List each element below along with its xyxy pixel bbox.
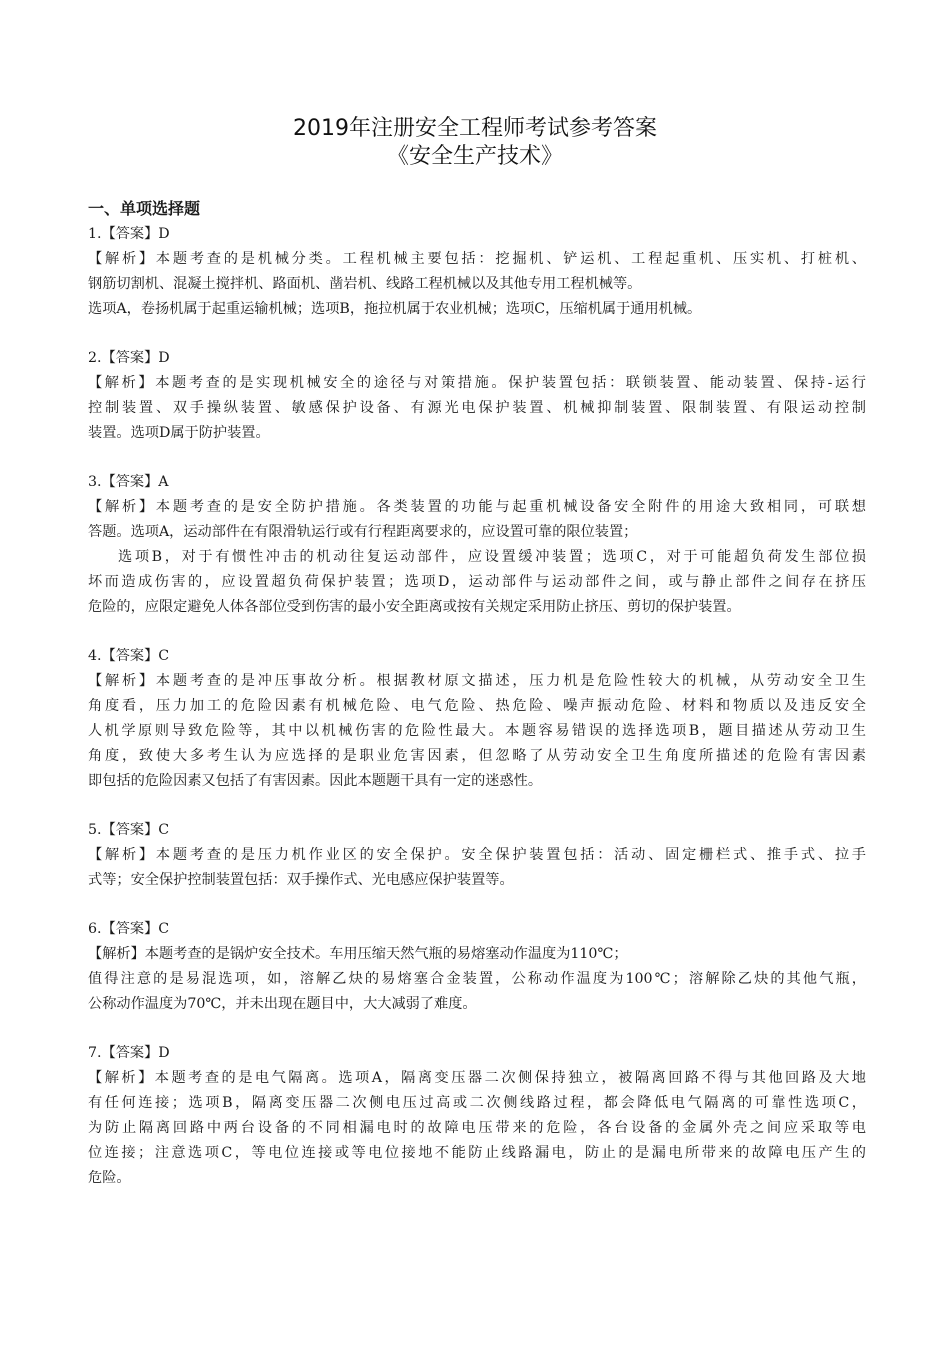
answer-item [88, 470, 866, 620]
explanation-line: 值得注意的是易混选项，如，溶解乙炔的易熔塞合金装置，公称动作温度为100℃；溶解除乙炔的其他气瓶， [88, 971, 866, 987]
explanation-line: 选项B，对于有惯性冲击的机动往复运动部件，应设置缓冲装置；选项C，对于可能超负荷发生部位损 [118, 549, 866, 565]
answer-item [88, 346, 866, 446]
explanation-line: 公称动作温度为70℃，并未出现在题目中，大大减弱了难度。 [88, 996, 477, 1012]
section-heading: 一、单项选择题 [88, 199, 201, 218]
explanation-line: 角度看，压力加工的危险因素有机械危险、电气危险、热危险、噪声振动危险、材料和物质以及违反安全 [88, 698, 866, 714]
explanation-line: 有任何连接；选项B，隔离变压器二次侧电压过高或二次侧线路过程，都会降低电气隔离的可靠性选项C， [88, 1095, 866, 1111]
answer-label: 1.【答案】D [88, 226, 170, 242]
answer-label: 6.【答案】C [88, 921, 170, 937]
explanation-line: 【解析】本题考查的是冲压事故分析。根据教材原文描述，压力机是危险性较大的机械，从劳动安全卫生 [88, 673, 866, 689]
explanation-line: 式等；安全保护控制装置包括：双手操作式、光电感应保护装置等。 [88, 872, 514, 888]
explanation-line: 【解析】本题考查的是电气隔离。选项A，隔离变压器二次侧保持独立，被隔离回路不得与其他回路及大地 [88, 1070, 866, 1086]
explanation-line: 【解析】本题考查的是安全防护措施。各类装置的功能与起重机械设备安全附件的用途大致相同，可联想 [88, 499, 866, 515]
answer-label: 3.【答案】A [88, 474, 169, 490]
explanation-line: 装置。选项D属于防护装置。 [88, 425, 270, 441]
explanation-line: 【解析】本题考查的是机械分类。工程机械主要包括：挖掘机、铲运机、工程起重机、压实机、打桩机、 [88, 251, 866, 267]
explanation-line: 位连接；注意选项C，等电位连接或等电位接地不能防止线路漏电，防止的是漏电所带来的故障电压产生的 [88, 1145, 866, 1161]
answer-label: 2.【答案】D [88, 350, 170, 366]
explanation-line: 坏而造成伤害的，应设置超负荷保护装置；选项D，运动部件与运动部件之间，或与静止部件之间存在挤压 [88, 574, 866, 590]
explanation-line: 【解析】本题考查的是压力机作业区的安全保护。安全保护装置包括：活动、固定栅栏式、推手式、拉手 [88, 847, 866, 863]
explanation-line: 【解析】本题考查的是锅炉安全技术。车用压缩天然气瓶的易熔塞动作温度为110℃； [88, 946, 628, 962]
explanation-line: 【解析】本题考查的是实现机械安全的途径与对策措施。保护装置包括：联锁装置、能动装置、保持-运行 [88, 375, 866, 391]
answer-label: 5.【答案】C [88, 822, 170, 838]
answer-item [88, 222, 866, 322]
answer-list [88, 222, 866, 1215]
explanation-line: 人机学原则导致危险等，其中以机械伤害的危险性最大。本题容易错误的选择选项B，题目描述从劳动卫生 [88, 723, 866, 739]
answer-item [88, 644, 866, 794]
explanation-line: 危险。 [88, 1170, 131, 1186]
explanation-line: 危险的，应限定避免人体各部位受到伤害的最小安全距离或按有关规定采用防止挤压、剪切的保护装置。 [88, 599, 741, 615]
document-subtitle: 《安全生产技术》 [386, 144, 563, 169]
answer-item [88, 917, 866, 1017]
explanation-line: 选项A，卷扬机属于起重运输机械；选项B，拖拉机属于农业机械；选项C，压缩机属于通用机械。 [88, 301, 702, 317]
explanation-line: 答题。选项A，运动部件在有限滑轨运行或有行程距离要求的，应设置可靠的限位装置； [88, 524, 638, 540]
answer-label: 4.【答案】C [88, 648, 170, 664]
explanation-line: 角度，致使大多考生认为应选择的是职业危害因素，但忽略了从劳动安全卫生角度所描述的危险有害因素 [88, 748, 866, 764]
answer-item [88, 818, 866, 893]
explanation-line: 为防止隔离回路中两台设备的不同相漏电时的故障电压带来的危险，各台设备的金属外壳之间应采取等电 [88, 1120, 866, 1136]
explanation-line: 钢筋切割机、混凝土搅拌机、路面机、凿岩机、线路工程机械以及其他专用工程机械等。 [88, 276, 642, 292]
answer-item [88, 1041, 866, 1191]
explanation-line: 控制装置、双手操纵装置、敏感保护设备、有源光电保护装置、机械抑制装置、限制装置、有限运动控制 [88, 400, 866, 416]
explanation-line: 即包括的危险因素又包括了有害因素。因此本题题干具有一定的迷惑性。 [88, 773, 543, 789]
document-title: 2019年注册安全工程师考试参考答案 [293, 116, 657, 141]
answer-label: 7.【答案】D [88, 1045, 170, 1061]
